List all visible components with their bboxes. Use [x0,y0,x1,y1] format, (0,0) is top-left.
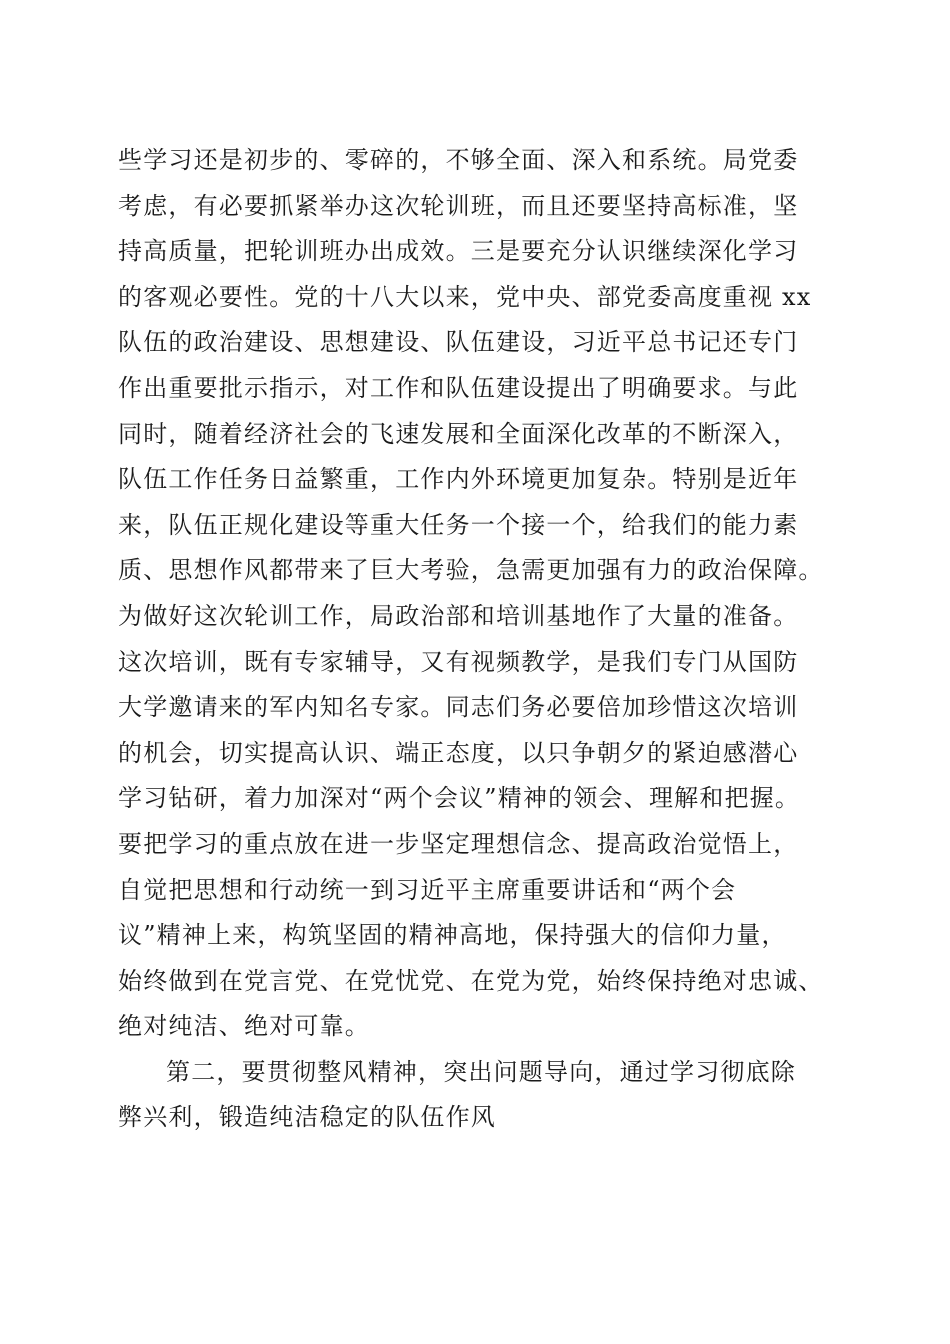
section-heading-line: 第二，要贯彻整风精神，突出问题导向，通过学习彻底除 [166,1057,796,1086]
text-line: 些学习还是初步的、零碎的，不够全面、深入和系统。局党委 [118,146,799,174]
text-line: 学习钻研，着力加深对“两个会议”精神的领会、理解和把握。 [118,784,801,813]
text-line: 自觉把思想和行动统一到习近平主席重要讲话和“两个会 [118,875,737,904]
text-line: 这次培训，既有专家辅导，又有视频教学，是我们专门从国防 [118,647,799,676]
text-line: 为做好这次轮训工作，局政治部和培训基地作了大量的准备。 [118,601,799,630]
text-line: 队伍工作任务日益繁重，工作内外环境更加复杂。特别是近年 [118,465,799,494]
text-line: 始终做到在党言党、在党忧党、在党为党，始终保持绝对忠诚、 [118,966,824,995]
text-line: 的机会，切实提高认识、端正态度，以只争朝夕的紧迫感潜心 [118,738,799,767]
text-line: 持高质量，把轮训班办出成效。三是要充分认识继续深化学习 [118,237,799,266]
text-line: 来，队伍正规化建设等重大任务一个接一个，给我们的能力素 [118,510,799,539]
section-heading-line: 弊兴利，锻造纯洁稳定的队伍作风 [118,1103,496,1132]
text-line: 的客观必要性。党的十八大以来，党中央、部党委高度重视 xx [118,282,812,311]
text-line: 大学邀请来的军内知名专家。同志们务必要倍加珍惜这次培训 [118,693,799,722]
body-text [118,138,848,1141]
text-line: 考虑，有必要抓紧举办这次轮训班，而且还要坚持高标准，坚 [118,191,799,220]
text-line: 议”精神上来，构筑坚固的精神高地，保持强大的信仰力量， [118,921,787,950]
text-line: 绝对纯洁、绝对可靠。 [118,1012,370,1041]
text-line: 要把学习的重点放在进一步坚定理想信念、提高政治觉悟上， [118,829,799,858]
text-line: 队伍的政治建设、思想建设、队伍建设，习近平总书记还专门 [118,328,799,357]
text-line: 作出重要批示指示，对工作和队伍建设提出了明确要求。与此 [118,373,799,402]
text-line: 质、思想作风都带来了巨大考验，急需更加强有力的政治保障。 [118,556,824,585]
text-line: 同时，随着经济社会的飞速发展和全面深化改革的不断深入， [118,419,799,448]
